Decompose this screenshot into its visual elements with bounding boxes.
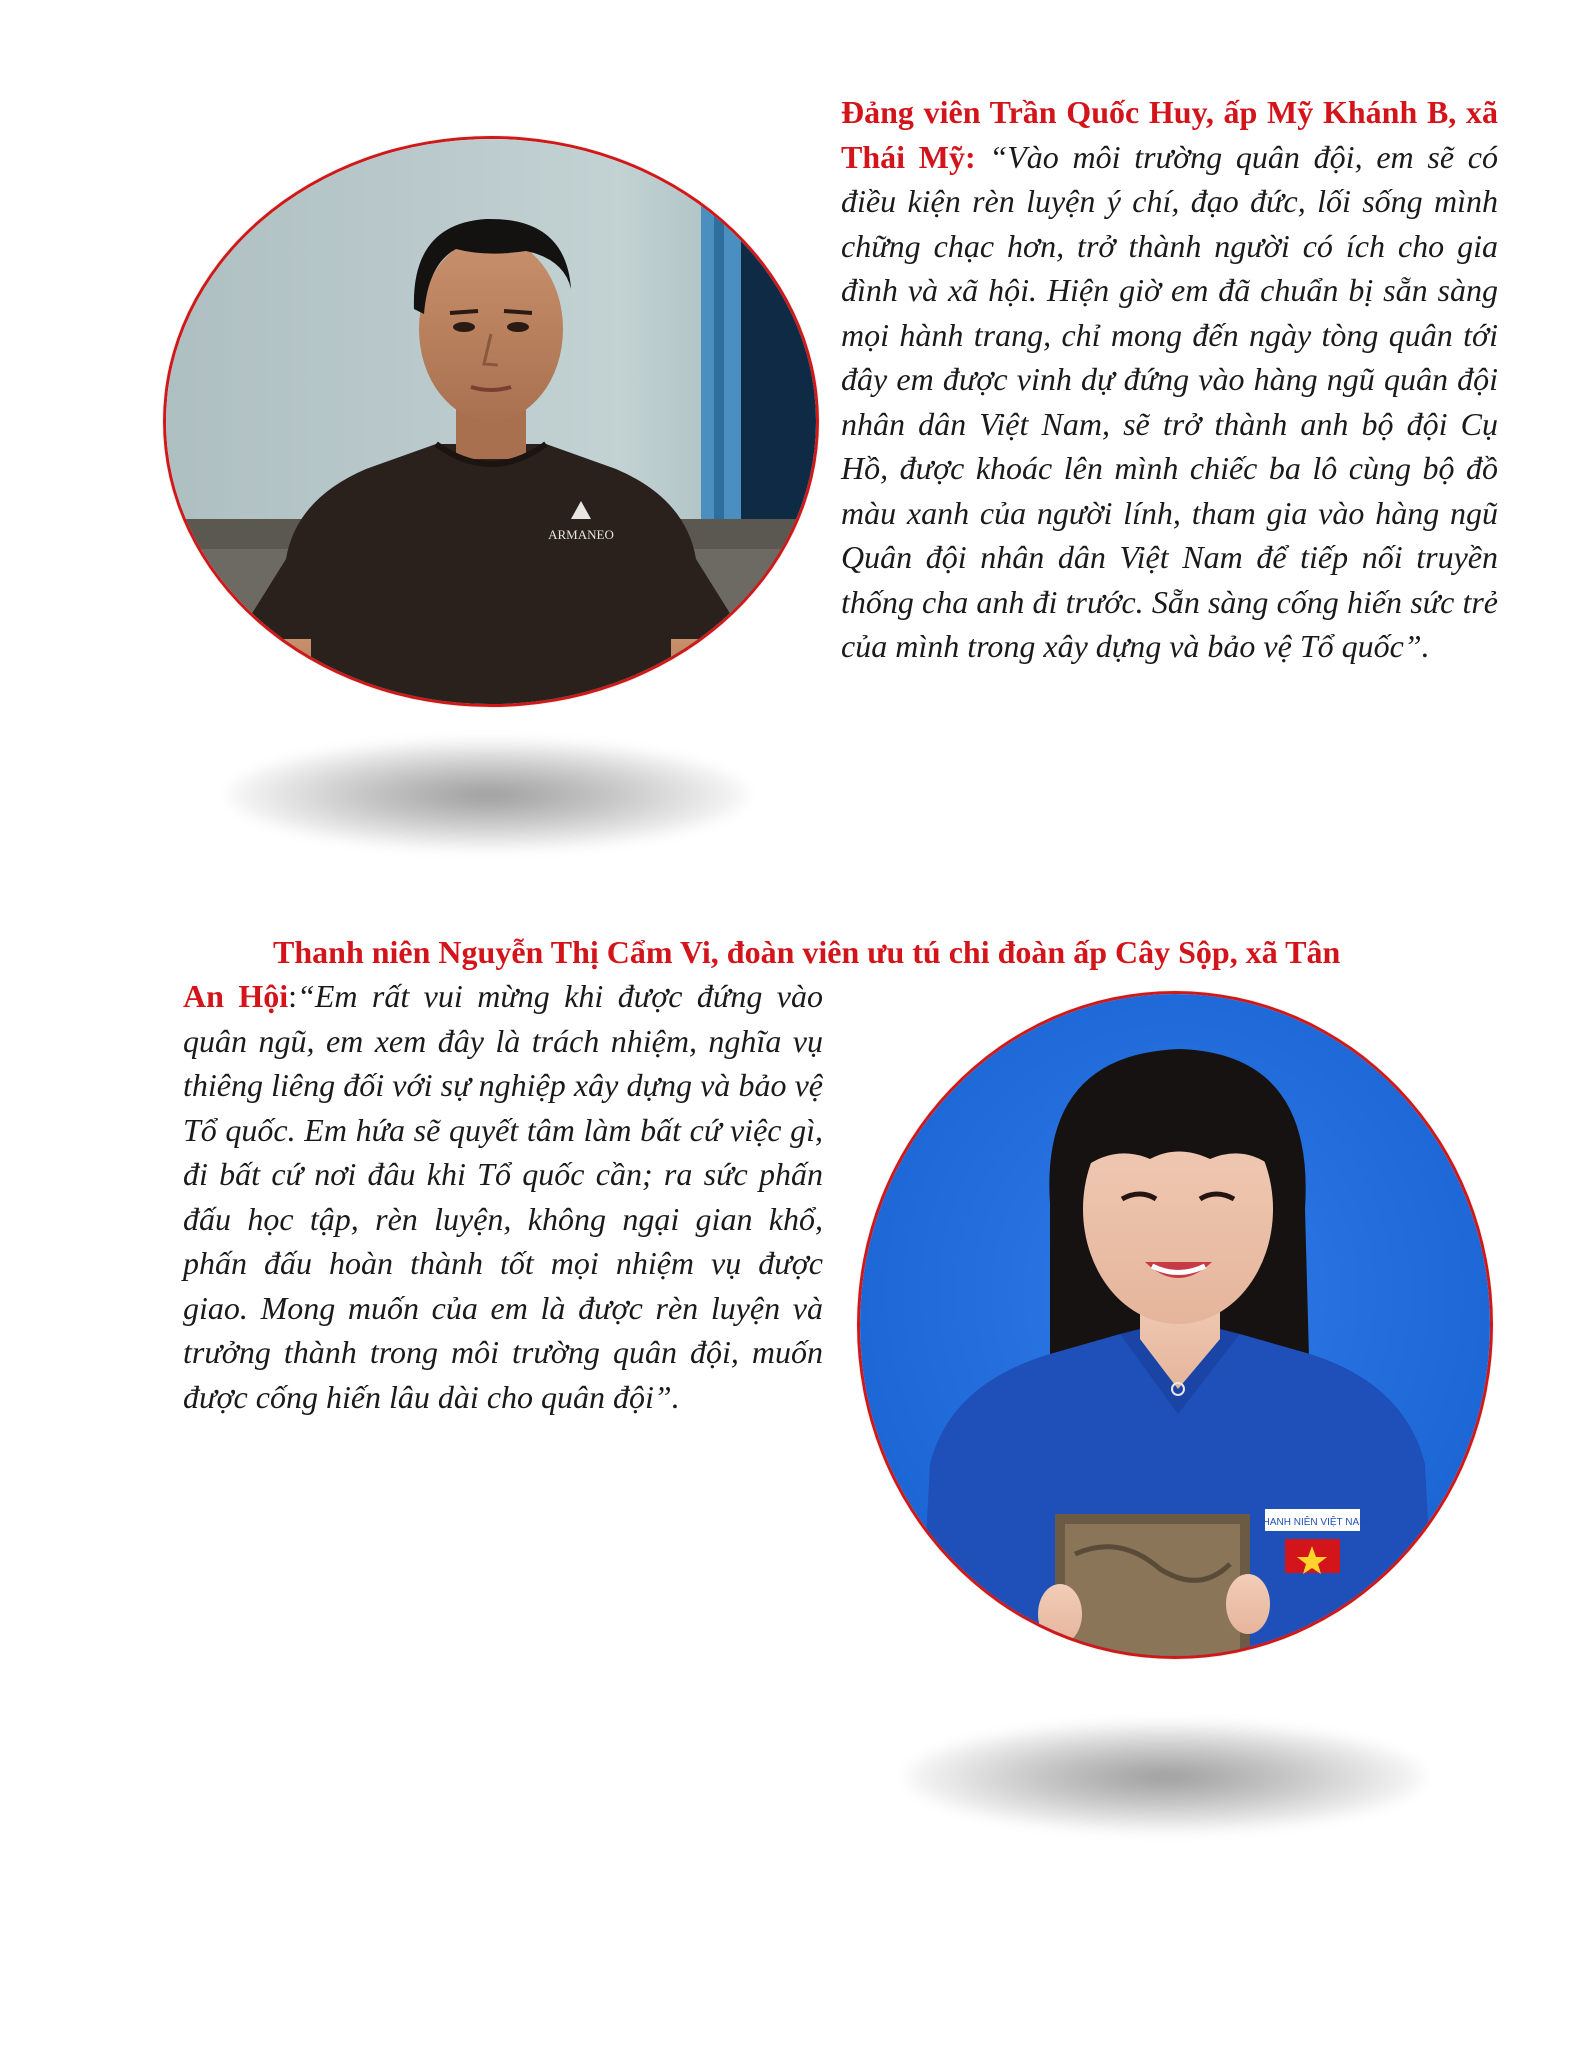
profile-1-quote: “Vào môi trường quân đội, em sẽ có điều kiện rèn luyện ý chí, đạo đức, lối sống mình chững chạc hơn, trở thành người có ích cho gia đình và xã hội. Hiện giờ em đã chuẩn bị sẵn sàng mọi hành trang, chỉ mong đến ngày tòng quân tới đây em được vinh dự đứng vào hàng ngũ quân đội nhân dân Việt Nam, sẽ trở thành anh bộ đội Cụ Hồ, được khoác lên mình chiếc ba lô cùng bộ đồ màu xanh của người lính, tham gia vào hàng ngũ Quân đội nhân dân Việt Nam để tiếp nối truyền thống cha anh đi trước. Sẵn sàng cống hiến sức trẻ của mình trong xây dựng và bảo vệ Tổ quốc”.	[841, 138, 1499, 664]
profile-2-text	[183, 974, 823, 1419]
badge-text: THANH NIÊN VIỆT NAM	[1256, 1517, 1368, 1528]
portrait-photo-2	[857, 991, 1493, 1659]
photo-2-shadow	[905, 1722, 1425, 1832]
shirt-logo-text: ARMANEO	[548, 527, 614, 542]
profile-2-speaker-line-1: Thanh niên Nguyễn Thị Cẩm Vi, đoàn viên ưu tú chi đoàn ấp Cây Sộp, xã Tân	[273, 934, 1341, 970]
portrait-photo-1	[163, 136, 819, 707]
profile-1-speaker: Đảng viên Trần Quốc Huy, ấp Mỹ Khánh B, xã Thái Mỹ:	[841, 94, 1498, 175]
profile-2-separator: :	[288, 978, 298, 1014]
portrait-2-illustration	[860, 994, 1490, 1656]
portrait-1-illustration	[166, 139, 816, 704]
profile-2-quote: “Em rất vui mừng khi được đứng vào quân ngũ, em xem đây là trách nhiệm, nghĩa vụ thiêng liêng đối với sự nghiệp xây dựng và bảo vệ Tổ quốc. Em hứa sẽ quyết tâm làm bất cứ việc gì, đi bất cứ nơi đâu khi Tổ quốc cần; ra sức phấn đấu học tập, rèn luyện, không ngại gian khổ, phấn đấu hoàn thành tốt mọi nhiệm vụ được giao. Mong muốn của em là được rèn luyện và trưởng thành trong môi trường quân đội, muốn được cống hiến lâu dài cho quân đội”.	[183, 978, 824, 1415]
profile-2-speaker-line-2: An Hội	[183, 978, 289, 1014]
photo-1-shadow	[228, 740, 748, 850]
profile-1-text	[841, 90, 1498, 669]
